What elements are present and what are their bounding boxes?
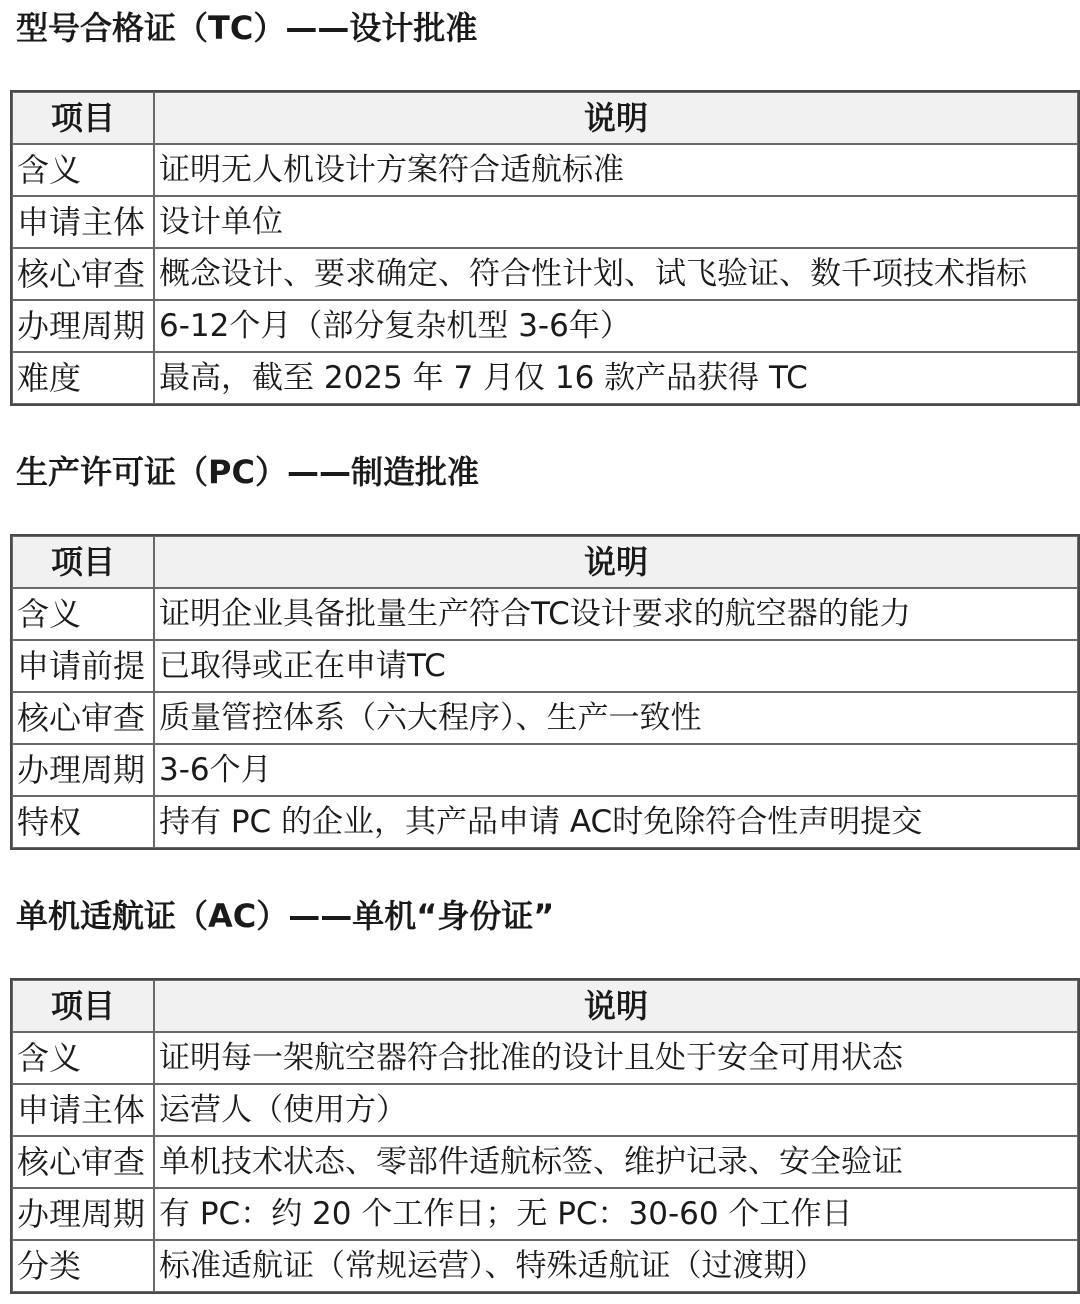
row-key: 难度 — [12, 352, 154, 404]
header-item: 项目 — [12, 536, 154, 588]
section-title-ac: 单机适航证（AC）——单机“身份证” — [16, 897, 555, 935]
row-key: 申请主体 — [12, 1084, 154, 1136]
row-value: 标准适航证（常规运营）、特殊适航证（过渡期） — [154, 1240, 1078, 1292]
row-key: 核心审查 — [12, 248, 154, 300]
header-description: 说明 — [154, 980, 1078, 1032]
table-row — [12, 692, 1078, 744]
table-row — [12, 640, 1078, 692]
table-row — [12, 1240, 1078, 1292]
table-header-row — [12, 980, 1078, 1032]
tc-table — [10, 90, 1080, 406]
row-value: 3-6个月 — [154, 744, 1078, 796]
pc-table — [10, 534, 1080, 850]
section-title-tc: 型号合格证（TC）——设计批准 — [16, 9, 478, 47]
row-key: 办理周期 — [12, 744, 154, 796]
row-value: 证明无人机设计方案符合适航标准 — [154, 144, 1078, 196]
table-row — [12, 1084, 1078, 1136]
row-value: 运营人（使用方） — [154, 1084, 1078, 1136]
header-description: 说明 — [154, 536, 1078, 588]
row-key: 申请主体 — [12, 196, 154, 248]
row-key: 分类 — [12, 1240, 154, 1292]
table-row — [12, 196, 1078, 248]
row-key: 含义 — [12, 144, 154, 196]
row-key: 办理周期 — [12, 1188, 154, 1240]
table-row — [12, 1136, 1078, 1188]
row-key: 特权 — [12, 796, 154, 848]
row-key: 含义 — [12, 1032, 154, 1084]
row-value: 6-12个月（部分复杂机型 3-6年） — [154, 300, 1078, 352]
row-value: 证明企业具备批量生产符合TC设计要求的航空器的能力 — [154, 588, 1078, 640]
header-description: 说明 — [154, 92, 1078, 144]
table-row — [12, 1032, 1078, 1084]
table-row — [12, 744, 1078, 796]
table-row — [12, 588, 1078, 640]
row-value: 设计单位 — [154, 196, 1078, 248]
ac-table — [10, 978, 1080, 1294]
row-value: 已取得或正在申请TC — [154, 640, 1078, 692]
row-key: 申请前提 — [12, 640, 154, 692]
row-value: 有 PC：约 20 个工作日；无 PC：30-60 个工作日 — [154, 1188, 1078, 1240]
section-title-pc: 生产许可证（PC）——制造批准 — [16, 453, 479, 491]
row-value: 概念设计、要求确定、符合性计划、试飞验证、数千项技术指标 — [154, 248, 1078, 300]
table-row — [12, 1188, 1078, 1240]
row-key: 办理周期 — [12, 300, 154, 352]
row-key: 核心审查 — [12, 1136, 154, 1188]
table-header-row — [12, 536, 1078, 588]
row-value: 质量管控体系（六大程序）、生产一致性 — [154, 692, 1078, 744]
table-row — [12, 796, 1078, 848]
table-row — [12, 300, 1078, 352]
row-value: 证明每一架航空器符合批准的设计且处于安全可用状态 — [154, 1032, 1078, 1084]
table-row — [12, 248, 1078, 300]
table-row — [12, 352, 1078, 404]
header-item: 项目 — [12, 980, 154, 1032]
header-item: 项目 — [12, 92, 154, 144]
row-key: 核心审查 — [12, 692, 154, 744]
row-value: 持有 PC 的企业，其产品申请 AC时免除符合性声明提交 — [154, 796, 1078, 848]
row-value: 单机技术状态、零部件适航标签、维护记录、安全验证 — [154, 1136, 1078, 1188]
table-row — [12, 144, 1078, 196]
table-header-row — [12, 92, 1078, 144]
row-key: 含义 — [12, 588, 154, 640]
row-value: 最高，截至 2025 年 7 月仅 16 款产品获得 TC — [154, 352, 1078, 404]
